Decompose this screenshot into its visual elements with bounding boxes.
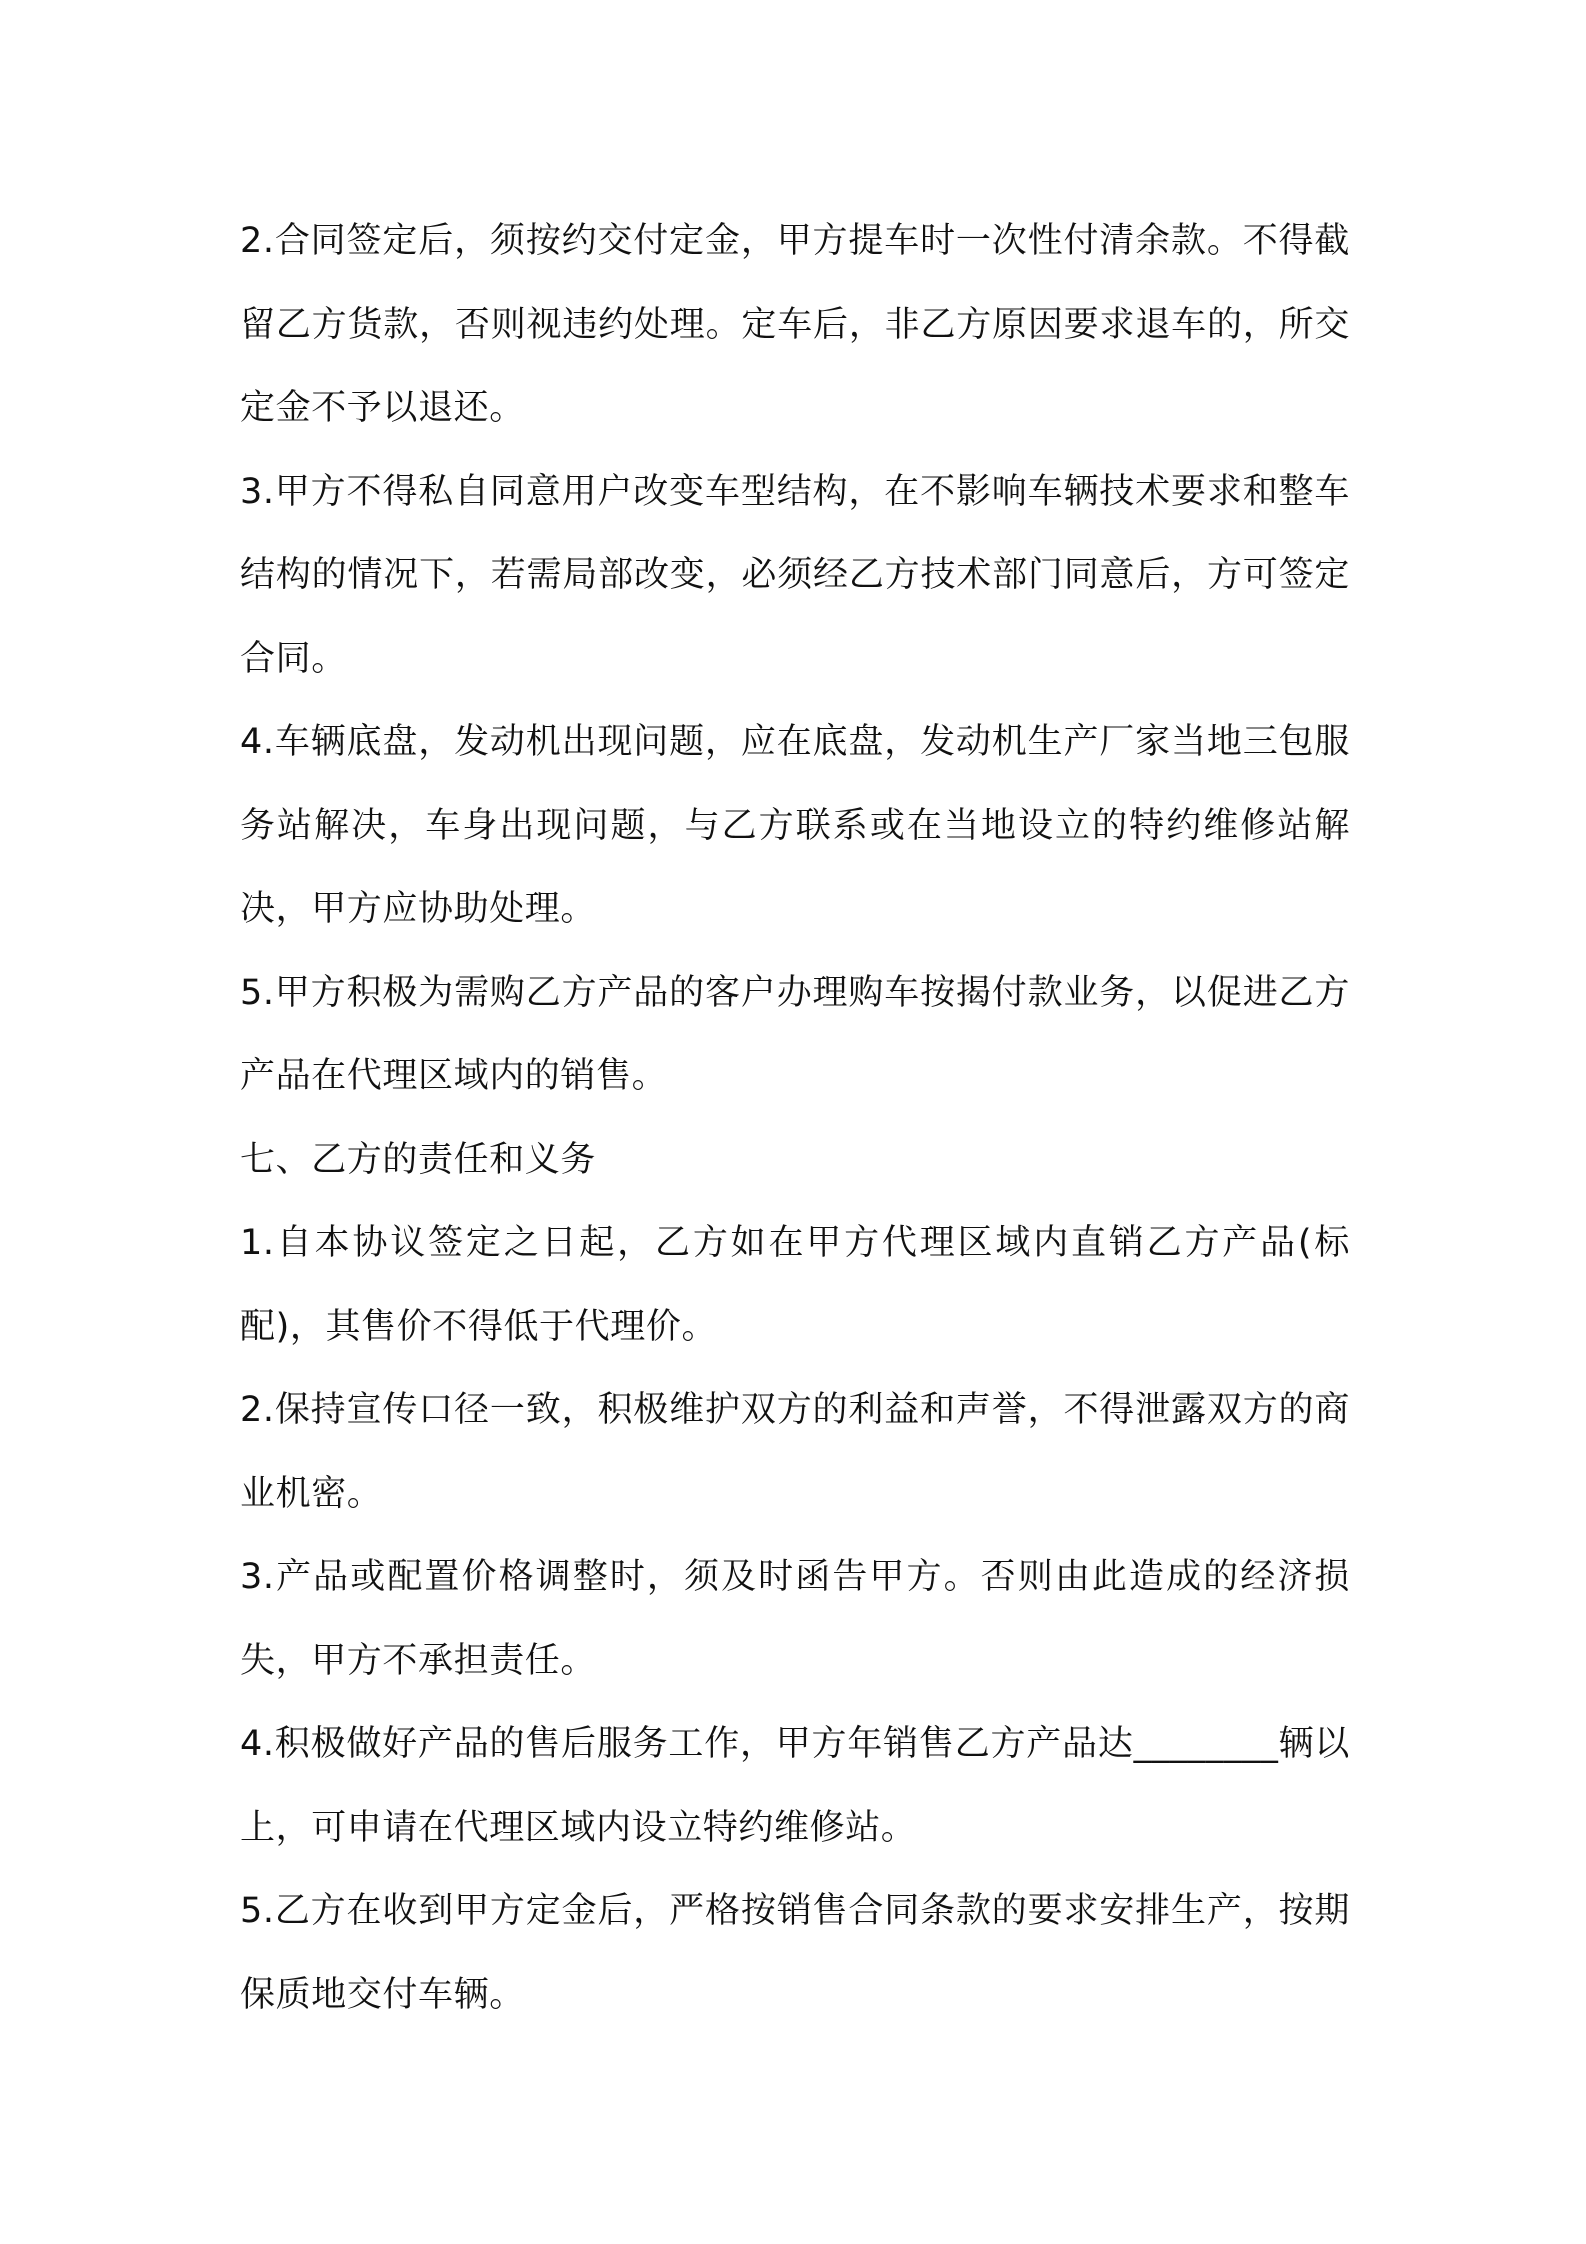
clause-7-3: 3.产品或配置价格调整时，须及时函告甲方。否则由此造成的经济损失，甲方不承担责任。 xyxy=(240,1557,1350,1681)
clause-7-4: 4.积极做好产品的售后服务工作，甲方年销售乙方产品达________辆以上，可申请在代理区域内设立特约维修站。 xyxy=(240,1724,1350,1848)
clause-6-3: 3.甲方不得私自同意用户改变车型结构，在不影响车辆技术要求和整车结构的情况下，若需局部改变，必须经乙方技术部门同意后，方可签定合同。 xyxy=(240,471,1350,679)
clause-6-4: 4.车辆底盘，发动机出现问题，应在底盘，发动机生产厂家当地三包服务站解决，车身出现问题，与乙方联系或在当地设立的特约维修站解决，甲方应协助处理。 xyxy=(240,722,1350,929)
clause-7-1: 1.自本协议签定之日起，乙方如在甲方代理区域内直销乙方产品(标配)，其售价不得低于代理价。 xyxy=(240,1223,1350,1347)
document-body xyxy=(240,200,1350,2037)
section-heading-7: 七、乙方的责任和义务 xyxy=(240,1139,597,1180)
clause-6-5: 5.甲方积极为需购乙方产品的客户办理购车按揭付款业务，以促进乙方产品在代理区域内的销售。 xyxy=(240,972,1350,1096)
clause-6-2: 2.合同签定后，须按约交付定金，甲方提车时一次性付清余款。不得截留乙方货款，否则视违约处理。定车后，非乙方原因要求退车的，所交定金不予以退还。 xyxy=(240,221,1350,428)
clause-7-2: 2.保持宣传口径一致，积极维护双方的利益和声誉，不得泄露双方的商业机密。 xyxy=(240,1390,1350,1514)
clause-7-5: 5.乙方在收到甲方定金后，严格按销售合同条款的要求安排生产，按期保质地交付车辆。 xyxy=(240,1891,1350,2015)
